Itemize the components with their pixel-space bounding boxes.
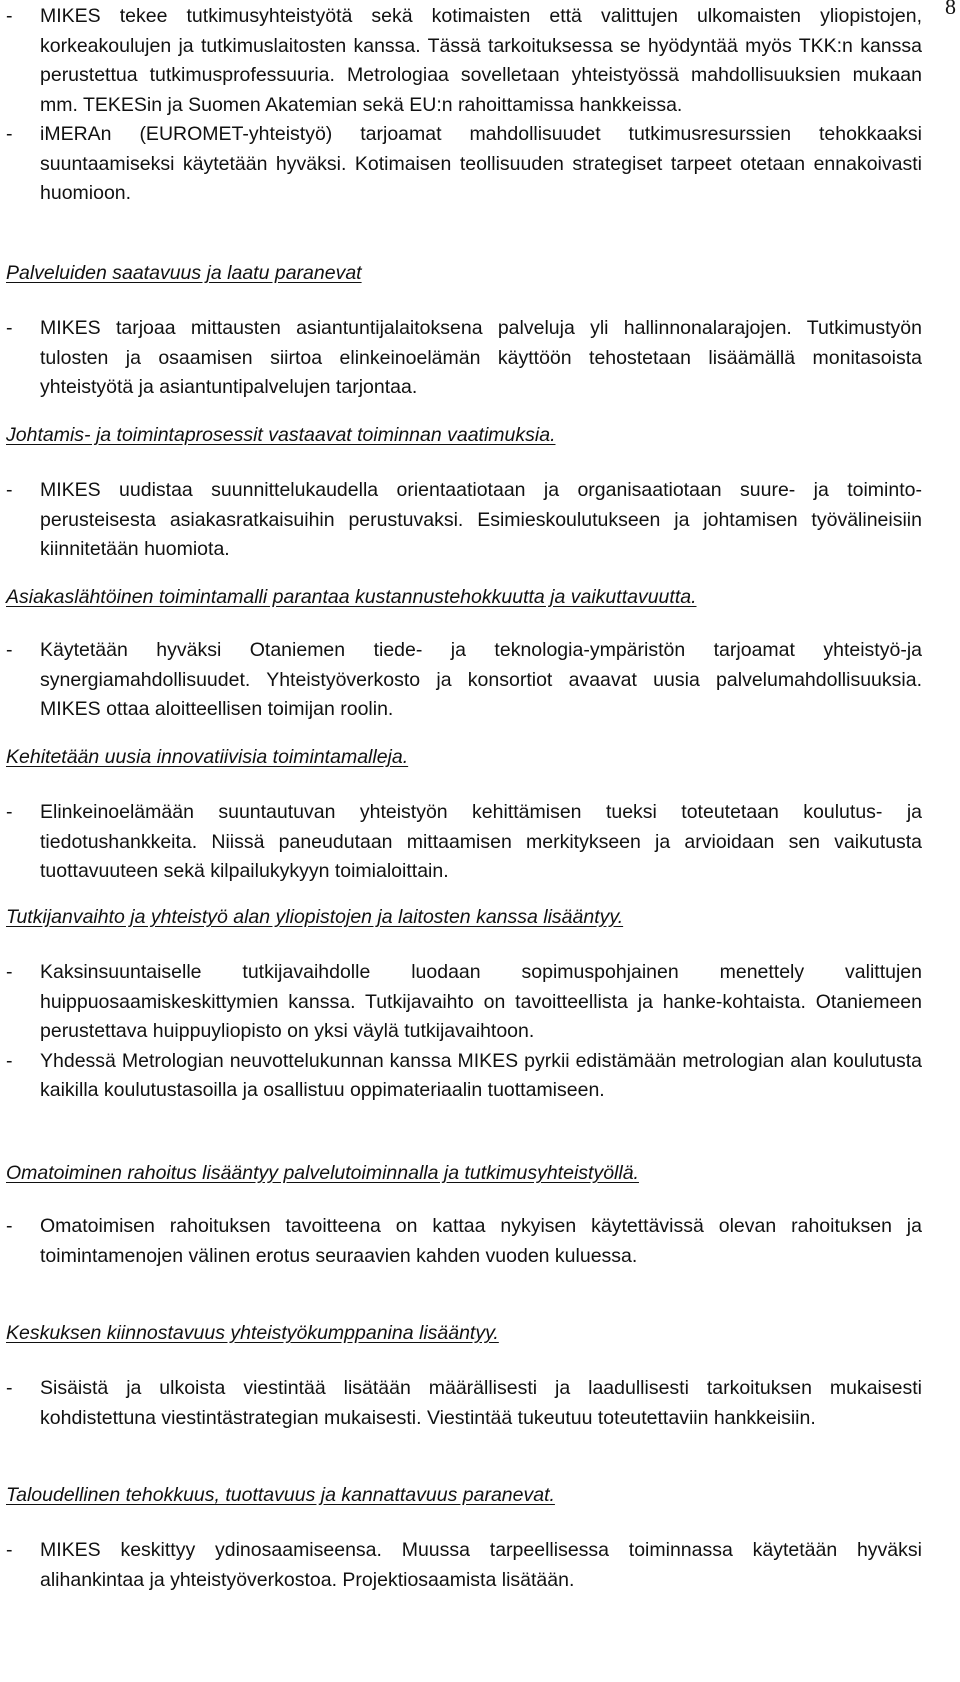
section-body [6, 798, 922, 887]
bullet-text: Yhdessä Metrologian neuvottelukunnan kanssa MIKES pyrkii edistämään metrologian alan koulutusta kaikilla koulutustasoilla ja osallistuu oppimateriaalin tuottamiseen. [40, 1049, 922, 1101]
bullet-text: iMERAn (EUROMET-yhteistyö) tarjoamat mahdollisuudet tutkimusresurssien tehokkaaksi suuntaamiseksi käytetään hyväksi. Kotimaisen teollisuuden strategiset tarpeet otetaan ennakoivasti huomioon. [40, 123, 922, 204]
bullet-text: Elinkeinoelämään suuntautuvan yhteistyön kehittämisen tueksi toteutetaan koulutus- ja tiedotushankkeita. Niissä paneudutaan mittaamisen merkitykseen ja arvioidaan sen vaikutusta tuottavuuteen sekä kilpailukykyyn toimialoittain. [40, 801, 922, 882]
section-heading: Keskuksen kiinnostavuus yhteistyökumppanina lisääntyy. [6, 1322, 499, 1344]
section-heading: Taloudellinen tehokkuus, tuottavuus ja kannattavuus paranevat. [6, 1484, 555, 1506]
section-body [6, 1212, 922, 1271]
bullet-item [6, 476, 922, 565]
section-body [6, 1536, 922, 1595]
bullet-text: MIKES uudistaa suunnittelukaudella orientaatiotaan ja organisaatiotaan suure- ja toiminto-perusteisesta asiakasratkaisuihin perustuvaksi. Esimieskoulutukseen ja johtamisen työvälineisiin kiinnitetään huomiota. [40, 479, 922, 560]
bullet-dash: - [6, 1215, 13, 1237]
bullet-item [6, 314, 922, 403]
section-heading: Tutkijanvaihto ja yhteistyö alan yliopistojen ja laitosten kanssa lisääntyy. [6, 906, 624, 928]
section-heading: Kehitetään uusia innovatiivisia toimintamalleja. [6, 746, 409, 768]
bullet-dash: - [6, 1539, 13, 1561]
section-heading: Omatoiminen rahoitus lisääntyy palvelutoiminnalla ja tutkimusyhteistyöllä. [6, 1162, 639, 1184]
section-body [6, 1374, 922, 1433]
bullet-text: Kaksinsuuntaiselle tutkijavaihdolle luodaan sopimuspohjainen menettely valittujen huippuosaamiskeskittymien kanssa. Tutkijavaihto on tavoitteellista ja hanke-kohtaista. Otaniemeen perustettava huippuyliopisto on yksi väylä tutkijavaihtoon. [40, 961, 922, 1042]
bullet-dash: - [6, 961, 13, 983]
bullet-text: Sisäistä ja ulkoista viestintää lisätään määrällisesti ja laadullisesti tarkoituksen mukaisesti kohdistettuna viestintästrategian mukaisesti. Viestintää tukeutuu toteutettaviin hankkeisiin. [40, 1377, 922, 1429]
bullet-dash: - [6, 5, 13, 27]
bullet-text: MIKES keskittyy ydinosaamiseensa. Muussa tarpeellisessa toiminnassa käytetään hyväksi alihankintaa ja yhteistyöverkostoa. Projektiosaamista lisätään. [40, 1539, 922, 1591]
section-body [6, 636, 922, 725]
bullet-item [6, 1212, 922, 1271]
section-intro [6, 2, 922, 209]
bullet-dash: - [6, 639, 13, 661]
bullet-item [6, 636, 922, 725]
bullet-item [6, 120, 922, 209]
bullet-dash: - [6, 479, 13, 501]
bullet-dash: - [6, 1049, 13, 1072]
section-heading: Palveluiden saatavuus ja laatu paranevat [6, 262, 362, 284]
bullet-dash: - [6, 123, 13, 145]
bullet-item [6, 958, 922, 1047]
bullet-item [6, 2, 922, 120]
section-heading: Asiakaslähtöinen toimintamalli parantaa kustannustehokkuutta ja vaikuttavuutta. [6, 586, 697, 608]
bullet-text: MIKES tekee tutkimusyhteistyötä sekä kotimaisten että valittujen ulkomaisten yliopistojen, korkeakoulujen ja tutkimuslaitosten kanssa. Tässä tarkoituksessa se hyödyntää myös TKK:n kanssa perustettua tutkimusprofessuuria. Metrologiaa sovelletaan yhteistyössä mahdollisuuksien mukaan mm. TEKESin ja Suomen Akatemian sekä EU:n rahoittamissa hankkeissa. [40, 5, 922, 116]
bullet-text: Omatoimisen rahoituksen tavoitteena on kattaa nykyisen käytettävissä olevan rahoituksen ja toimintamenojen välinen erotus seuraavien kahden vuoden kuluessa. [40, 1215, 922, 1267]
page-number: 8 [945, 0, 956, 19]
bullet-text: MIKES tarjoaa mittausten asiantuntijalaitoksena palveluja yli hallinnonalarajojen. Tutkimustyön tulosten ja osaamisen siirtoa elinkeinoelämän käyttöön tehostetaan lisäämällä monitasoista yhteistyötä ja asiantuntipalvelujen tarjontaa. [40, 317, 922, 398]
bullet-item [6, 798, 922, 887]
bullet-dash: - [6, 801, 13, 823]
bullet-item [6, 1047, 922, 1106]
bullet-item [6, 1374, 922, 1433]
section-body [6, 958, 922, 1106]
section-body [6, 314, 922, 403]
bullet-dash: - [6, 1377, 13, 1399]
section-heading: Johtamis- ja toimintaprosessit vastaavat toiminnan vaatimuksia. [6, 424, 556, 446]
bullet-dash: - [6, 317, 13, 339]
bullet-item [6, 1536, 922, 1595]
section-body [6, 476, 922, 565]
bullet-text: Käytetään hyväksi Otaniemen tiede- ja teknologia-ympäristön tarjoamat yhteistyö-ja synergiamahdollisuudet. Yhteistyöverkosto ja konsortiot avaavat uusia palvelumahdollisuuksia. MIKES ottaa aloitteellisen toimijan roolin. [40, 639, 922, 720]
